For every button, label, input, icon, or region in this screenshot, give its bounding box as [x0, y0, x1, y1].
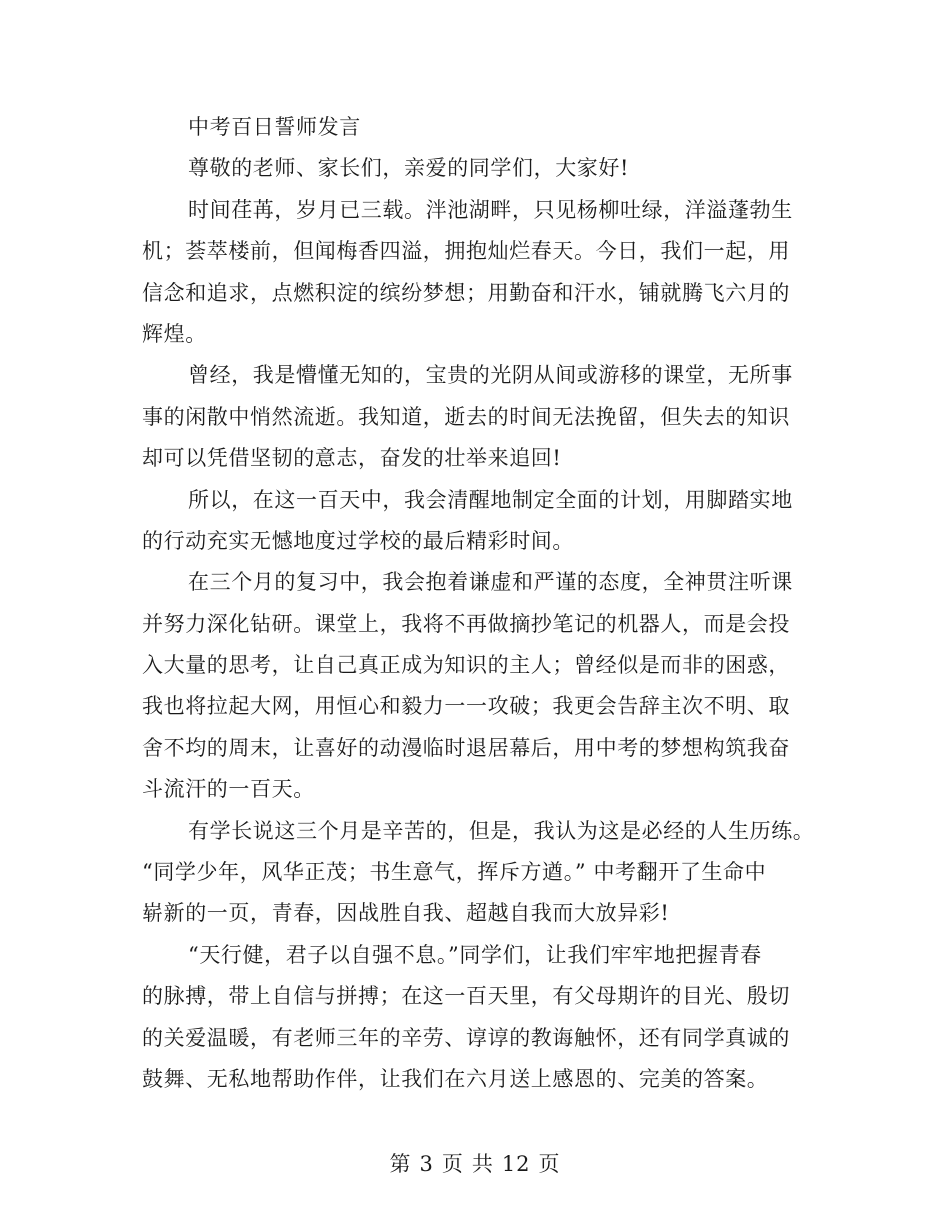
footer-page-word: 页: [441, 1152, 464, 1176]
paragraph-line: 机；荟萃楼前，但闻梅香四溢，拥抱灿烂春天。今日，我们一起，用: [142, 239, 790, 264]
paragraph-line: 崭新的一页，青春，因战胜自我、超越自我而大放异彩!: [142, 901, 670, 926]
paragraph-line: “同学少年，风华正茂；书生意气，挥斥方遒。” 中考翻开了生命中: [142, 860, 767, 885]
paragraph: [142, 190, 810, 356]
footer-suffix: 页: [538, 1152, 561, 1176]
paragraph: [142, 935, 810, 1101]
paragraph: [142, 355, 810, 479]
paragraph-line: 信念和追求，点燃积淀的缤纷梦想；用勤奋和汗水，铺就腾飞六月的: [142, 280, 790, 305]
footer-total-word: 共: [471, 1152, 494, 1176]
total-pages-number: 12: [501, 1152, 531, 1176]
paragraph-line: 所以，在这一百天中，我会清醒地制定全面的计划，用脚踏实地: [188, 487, 793, 512]
paragraph-line: 事的闲散中悄然流逝。我知道，逝去的时间无法挽留，但失去的知识: [142, 404, 790, 429]
document-title: 中考百日誓师发言: [188, 115, 361, 139]
greeting: 尊敬的老师、家长们，亲爱的同学们，大家好!: [188, 156, 630, 181]
paragraph-line: 在三个月的复习中，我会抱着谦虚和严谨的态度，全神贯注听课: [188, 570, 793, 595]
document-body: [142, 107, 815, 1100]
paragraph-line: 时间荏苒，岁月已三载。泮池湖畔，只见杨柳吐绿，洋溢蓬勃生: [188, 197, 793, 222]
paragraph: [142, 811, 815, 935]
paragraph-line: 入大量的思考，让自己真正成为知识的主人；曾经似是而非的困惑，: [142, 653, 790, 678]
paragraph-line: 并努力深化钻研。课堂上，我将不再做摘抄笔记的机器人，而是会投: [142, 611, 790, 636]
page-footer: [0, 1148, 950, 1178]
paragraph-line: 曾经，我是懵懂无知的，宝贵的光阴从间或游移的课堂，无所事: [188, 363, 793, 388]
paragraph: [142, 480, 810, 563]
paragraph-line: 的关爱温暖，有老师三年的辛劳、谆谆的教诲触怀，还有同学真诚的: [142, 1025, 790, 1050]
paragraph-line: 的脉搏，带上自信与拼搏；在这一百天里，有父母期许的目光、殷切: [142, 984, 790, 1009]
paragraph-line: 辉煌。: [142, 321, 207, 346]
paragraph-line: 鼓舞、无私地帮助作伴，让我们在六月送上感恩的、完美的答案。: [142, 1066, 769, 1091]
footer-prefix: 第: [389, 1152, 412, 1176]
paragraph-line: 却可以凭借坚韧的意志，奋发的壮举来追回!: [142, 446, 562, 471]
paragraph: [142, 562, 810, 810]
paragraph-line: 舍不均的周末，让喜好的动漫临时退居幕后，用中考的梦想构筑我奋: [142, 735, 790, 760]
paragraph-line: 有学长说这三个月是辛苦的，但是，我认为这是必经的人生历练。: [188, 818, 815, 843]
paragraph-line: 我也将拉起大网，用恒心和毅力一一攻破；我更会告辞主次不明、取: [142, 694, 790, 719]
paragraph-line: 的行动充实无憾地度过学校的最后精彩时间。: [142, 528, 574, 553]
paragraph-line: “天行健，君子以自强不息。”同学们，让我们牢牢地把握青春: [188, 942, 762, 967]
paragraph-line: 斗流汗的一百天。: [142, 777, 315, 802]
current-page-number: 3: [419, 1152, 434, 1176]
